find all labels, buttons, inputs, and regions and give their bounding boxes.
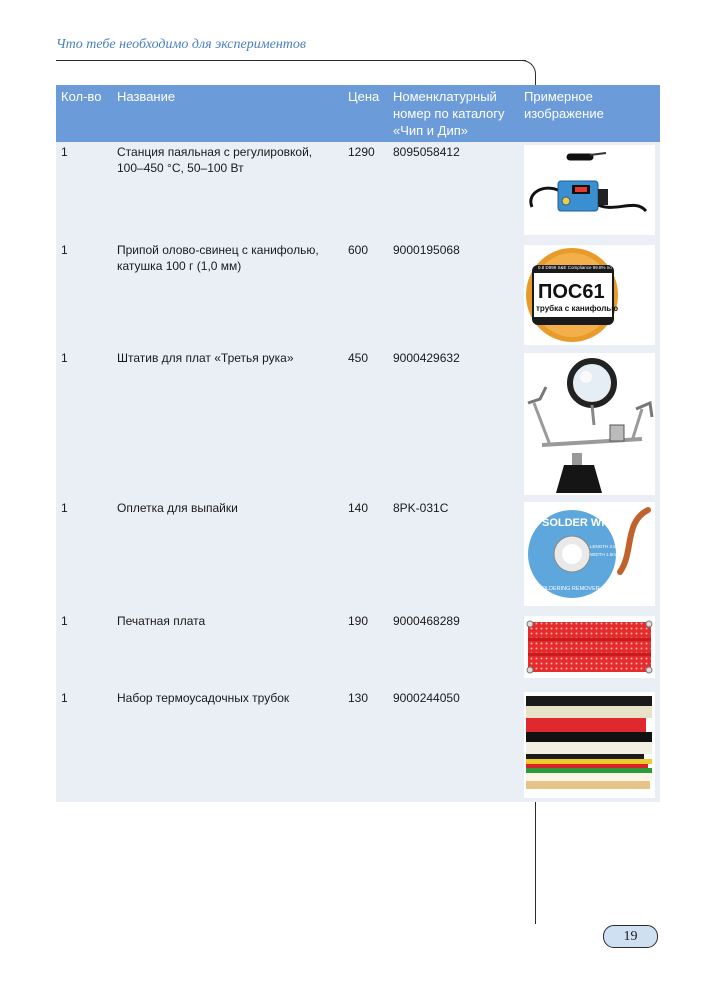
table-row xyxy=(56,348,660,498)
row-qty: 1 xyxy=(61,691,68,705)
row-price: 140 xyxy=(348,501,369,515)
row-name: Печатная плата xyxy=(117,614,206,628)
equipment-table xyxy=(56,85,660,802)
svg-text:SOLDER WICK: SOLDER WICK xyxy=(542,517,621,529)
row-name: Набор термоусадочных трубок xyxy=(117,691,290,705)
svg-text:0.8 D999 S&E Compliance 99.8%: 0.8 D999 S&E Compliance 99.8% no xyxy=(538,265,612,270)
soldering-station-icon xyxy=(524,145,655,235)
row-qty: 1 xyxy=(61,243,68,257)
section-title: Что тебе необходимо для экспериментов xyxy=(56,37,306,52)
row-price: 130 xyxy=(348,691,369,705)
row-name: Штатив для плат «Третья рука» xyxy=(117,351,294,365)
column-header-price: Цена xyxy=(348,89,380,104)
table-row xyxy=(56,240,660,348)
column-header-name: Название xyxy=(117,89,176,104)
row-qty: 1 xyxy=(61,614,68,628)
svg-text:WIDTH 1.5mm: WIDTH 1.5mm xyxy=(590,552,620,557)
row-qty: 1 xyxy=(61,145,68,159)
header-rule xyxy=(56,60,526,61)
row-code: 8095058412 xyxy=(393,145,460,159)
row-name: Станция паяльная с регулировкой, 100–450 °C, 50–100 Вт xyxy=(117,145,313,175)
row-code: 9000429632 xyxy=(393,351,460,365)
table-row xyxy=(56,611,660,688)
desoldering-wick-icon xyxy=(524,502,655,606)
table-row xyxy=(56,688,660,802)
row-name: Припой олово-свинец с канифолью, катушка 100 г (1,0 мм) xyxy=(117,243,319,273)
row-price: 1290 xyxy=(348,145,375,159)
page-number-badge: 19 xyxy=(603,925,658,948)
column-header-code: Номенклатурный номер по каталогу «Чип и Дип» xyxy=(393,89,505,138)
column-header-qty: Кол-во xyxy=(61,89,102,104)
row-qty: 1 xyxy=(61,501,68,515)
row-code: 9000244050 xyxy=(393,691,460,705)
table-row xyxy=(56,142,660,240)
column-header-image: Примерное изображение xyxy=(524,89,604,121)
solder-spool-icon xyxy=(524,245,655,345)
row-price: 450 xyxy=(348,351,369,365)
table-row xyxy=(56,498,660,611)
svg-text:SOLDERING REMOVER: SOLDERING REMOVER xyxy=(538,586,600,592)
svg-text:трубка с канифолью: трубка с канифолью xyxy=(536,304,619,313)
heat-shrink-tubes-icon xyxy=(524,692,655,798)
row-price: 190 xyxy=(348,614,369,628)
svg-text:ПОС61: ПОС61 xyxy=(538,281,605,303)
row-code: 9000468289 xyxy=(393,614,460,628)
row-code: 8PK-031C xyxy=(393,501,449,515)
header-rule-corner xyxy=(516,60,536,82)
row-price: 600 xyxy=(348,243,369,257)
pcb-board-icon xyxy=(524,616,655,678)
helping-hands-icon xyxy=(524,353,655,495)
row-name: Оплетка для выпайки xyxy=(117,501,238,515)
table-header xyxy=(56,85,660,142)
row-code: 9000195068 xyxy=(393,243,460,257)
row-qty: 1 xyxy=(61,351,68,365)
svg-text:LENGTH 2.5m: LENGTH 2.5m xyxy=(590,544,620,549)
